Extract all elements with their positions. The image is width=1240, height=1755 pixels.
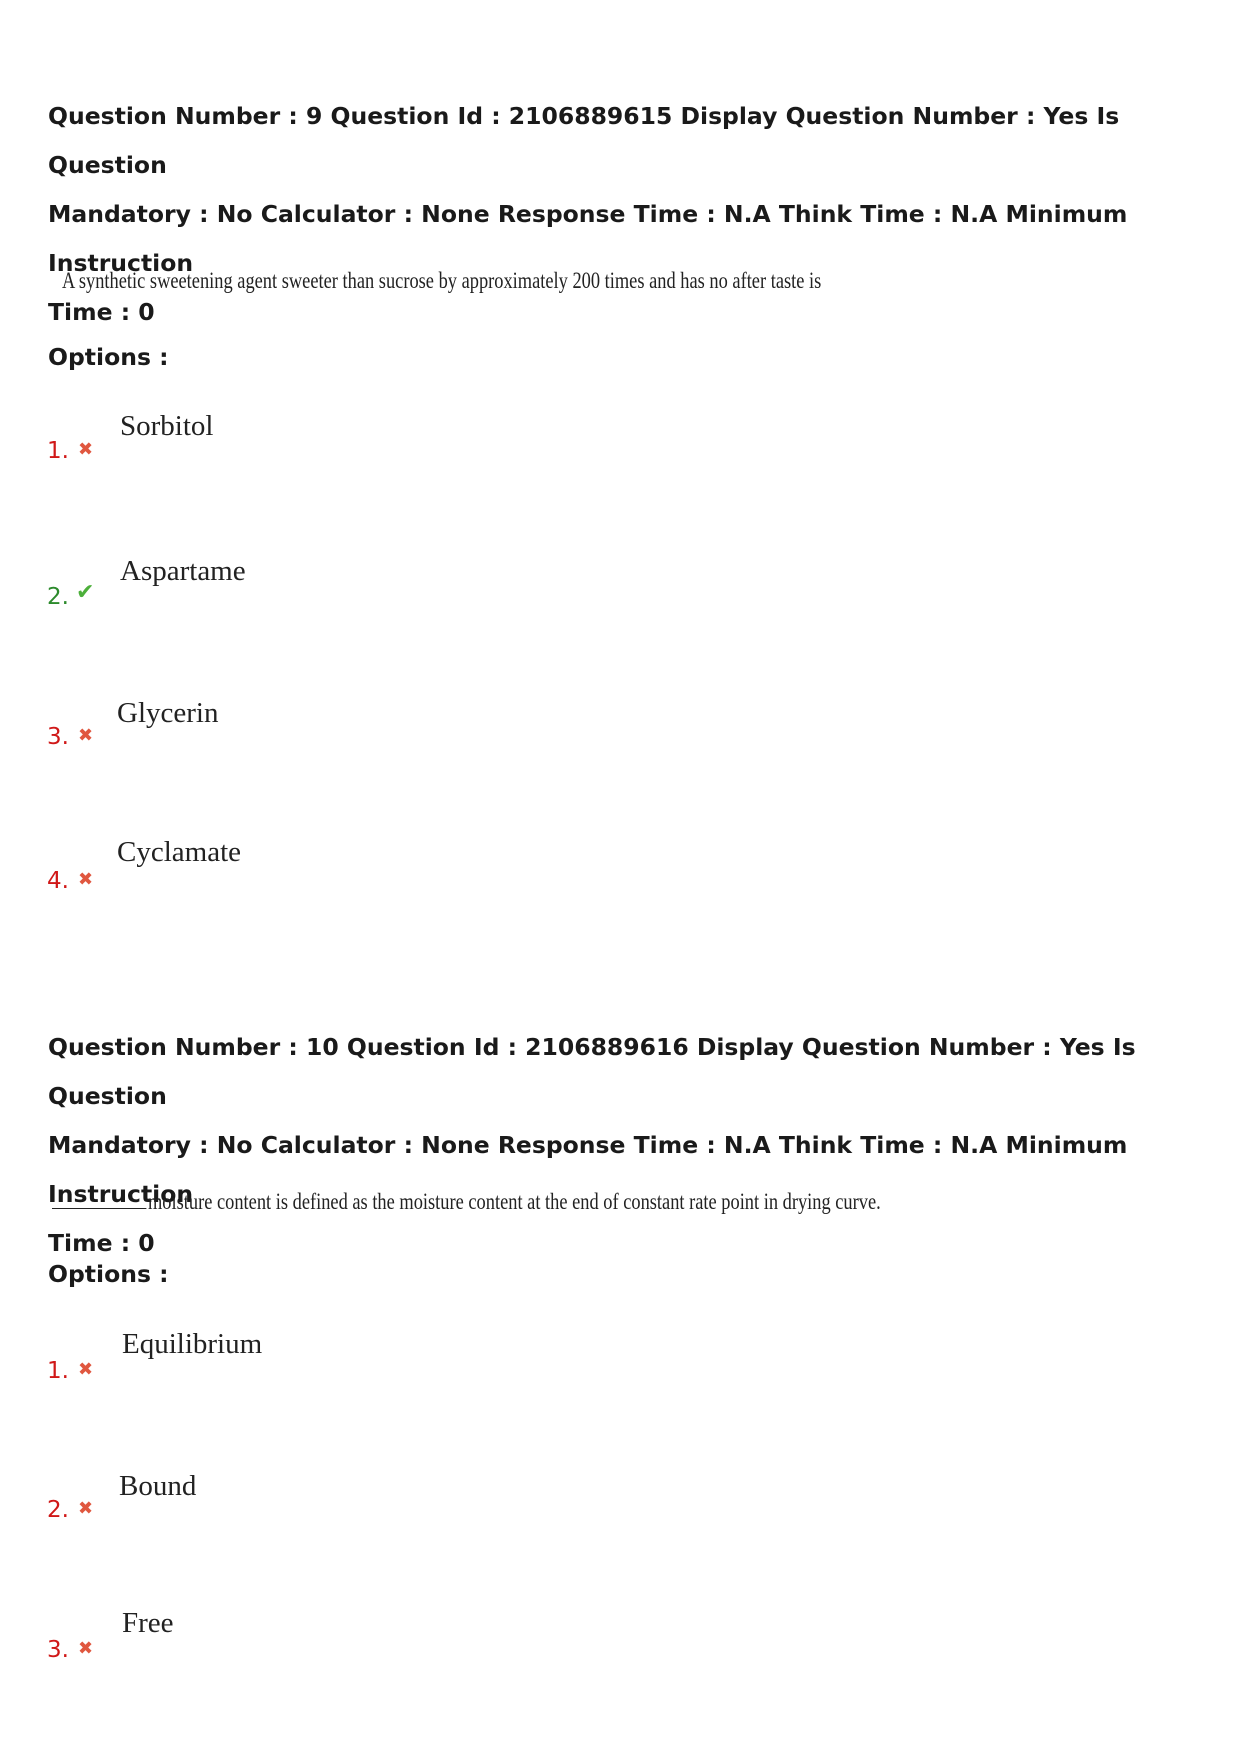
option-text: Aspartame: [120, 555, 246, 587]
option-text: Glycerin: [117, 697, 219, 729]
option-text: Free: [122, 1607, 174, 1639]
cross-icon: ✖: [78, 1359, 94, 1380]
question-meta-line: Time : 0: [48, 1229, 155, 1257]
answer-blank: [52, 1208, 146, 1209]
cross-icon: ✖: [78, 1498, 94, 1519]
question-9-meta: [48, 92, 1218, 337]
option-number: 4.: [47, 868, 69, 894]
question-meta-line: Time : 0: [48, 298, 155, 326]
option-number: 3.: [47, 724, 69, 750]
option-text: Equilibrium: [122, 1328, 263, 1360]
option-number: 1.: [47, 438, 69, 464]
cross-icon: ✖: [78, 869, 94, 890]
option-text: Bound: [119, 1470, 197, 1502]
options-label: Options :: [48, 1260, 169, 1288]
question-10-meta: [48, 1023, 1218, 1268]
cross-icon: ✖: [78, 439, 94, 460]
option-number: 2.: [47, 584, 69, 610]
option-number: 3.: [47, 1637, 69, 1663]
question-meta-line: Question Number : 9 Question Id : 2106889615 Display Question Number : Yes Is Question: [48, 102, 1120, 179]
question-meta-line: Mandatory : No Calculator : None Response Time : N.A Think Time : N.A Minimum Instruction: [48, 200, 1128, 277]
question-meta-line: Question Number : 10 Question Id : 2106889616 Display Question Number : Yes Is Question: [48, 1033, 1136, 1110]
options-label: Options :: [48, 343, 169, 371]
question-meta-line: Mandatory : No Calculator : None Response Time : N.A Think Time : N.A Minimum Instruction: [48, 1131, 1128, 1208]
option-number: 2.: [47, 1497, 69, 1523]
cross-icon: ✖: [78, 725, 94, 746]
option-text: Cyclamate: [117, 836, 242, 868]
option-number: 1.: [47, 1358, 69, 1384]
question-text: moisture content is defined as the moisture content at the end of constant rate point in drying curve.: [148, 1189, 881, 1214]
question-9-text: A synthetic sweetening agent sweeter than sucrose by approximately 200 times and has no after taste is: [62, 268, 822, 293]
option-text: Sorbitol: [120, 410, 214, 442]
question-10-text: [52, 1189, 881, 1215]
cross-icon: ✖: [78, 1638, 94, 1659]
check-icon: ✔: [76, 580, 95, 605]
